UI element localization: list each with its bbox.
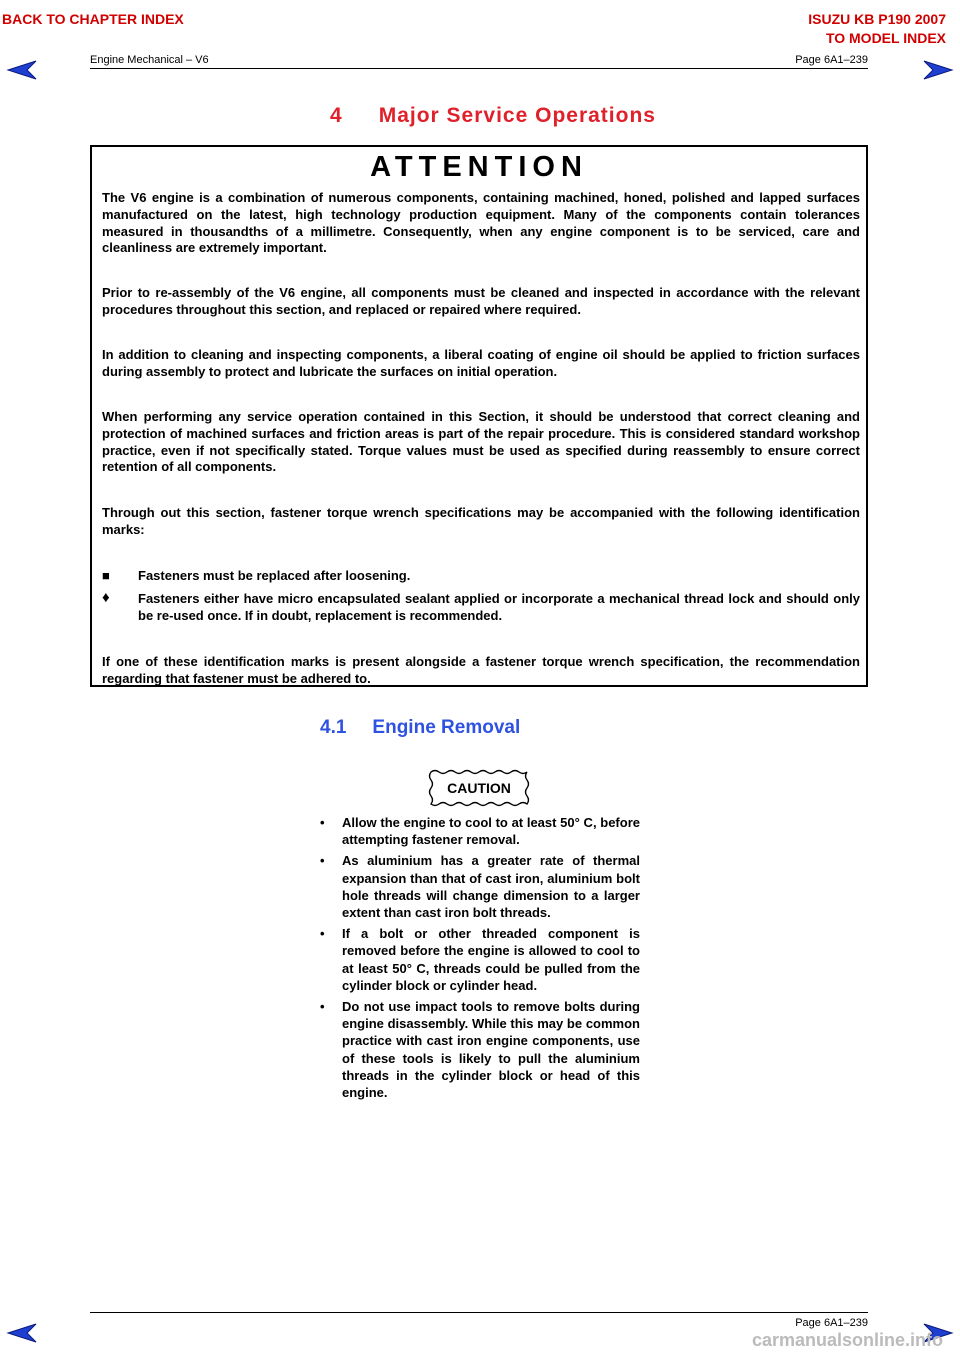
square-bullet-icon: ■ [102, 568, 110, 583]
bullet-icon: • [320, 926, 325, 942]
bullet-icon: • [320, 999, 325, 1015]
caution-item-text: As aluminium has a greater rate of thermal expansion than that of cast iron, aluminium bolt hole threads will change dimension to a larger extent than cast iron bolt threads. [342, 853, 640, 921]
identification-mark-item [102, 568, 860, 585]
section-title-text: Major Service Operations [378, 104, 656, 127]
attention-paragraph-1: The V6 engine is a combination of numerous components, containing machined, honed, polished and lapped surfaces manufactured on the latest, high technology production equipment. Many of the components contain tolerances measured in thousandths of a millimetre. Consequently, when any engine component is to be serviced, care and cleanliness are extremely important. [102, 190, 860, 256]
footer-page-label: Page 6A1–239 [795, 1317, 868, 1329]
attention-paragraph-5: Through out this section, fastener torque wrench specifications may be accompanied with the following identification marks: [102, 505, 860, 537]
caution-item [318, 814, 640, 848]
previous-page-arrow-icon[interactable] [6, 1322, 38, 1344]
subsection-title [320, 717, 520, 739]
caution-item-text: Do not use impact tools to remove bolts during engine disassembly. While this may be common practice with cast iron engine components, use of these tools is likely to pull the aluminium threads in the cylinder block or head of this engine. [342, 999, 640, 1101]
previous-page-arrow-icon[interactable] [6, 59, 38, 81]
identification-mark-text: Fasteners either have micro encapsulated sealant applied or incorporate a mechanical thread lock and should only be re-used once. If in doubt, replacement is recommended. [138, 591, 860, 623]
caution-item-text: Allow the engine to cool to at least 50° C, before attempting fastener removal. [342, 815, 640, 848]
diamond-bullet-icon: ♦ [102, 589, 110, 606]
identification-mark-text: Fasteners must be replaced after loosening. [138, 568, 411, 583]
caution-item [318, 998, 640, 1101]
back-to-chapter-index-link[interactable]: BACK TO CHAPTER INDEX [2, 11, 184, 27]
model-title-link[interactable]: ISUZU KB P190 2007 [808, 11, 946, 27]
bullet-icon: • [320, 815, 325, 830]
caution-item [318, 925, 640, 994]
header-rule [90, 68, 868, 69]
attention-paragraph-4: When performing any service operation contained in this Section, it should be understood that correct cleaning and protection of machined surfaces and friction areas is part of the repair procedure. This is considered standard workshop practice, even if not specifically stated. Torque values must be used as specified during reassembly to ensure correct retention of all components. [102, 409, 860, 475]
attention-closing-paragraph: If one of these identification marks is present alongside a fastener torque wrench specification, the recommendation regarding that fastener must be adhered to. [102, 654, 860, 686]
header-section-name: Engine Mechanical – V6 [90, 54, 209, 66]
caution-item [318, 852, 640, 921]
attention-title: ATTENTION [370, 151, 588, 183]
caution-list [318, 814, 640, 1105]
header-page-label: Page 6A1–239 [795, 54, 868, 66]
identification-mark-item [102, 591, 860, 625]
attention-paragraph-2: Prior to re-assembly of the V6 engine, all components must be cleaned and inspected in accordance with the relevant procedures throughout this section, and replaced or repaired where required. [102, 285, 860, 317]
subsection-title-text: Engine Removal [372, 717, 521, 738]
subsection-number: 4.1 [320, 717, 347, 738]
caution-item-text: If a bolt or other threaded component is removed before the engine is allowed to cool to at least 50° C, threads could be pulled from the cylinder block or cylinder head. [342, 926, 640, 993]
attention-paragraph-3: In addition to cleaning and inspecting components, a liberal coating of engine oil should be applied to friction surfaces during assembly to protect and lubricate the surfaces on initial operation. [102, 347, 860, 379]
footer-watermark: carmanualsonline.info [752, 1330, 944, 1350]
attention-box [90, 145, 868, 687]
caution-label: CAUTION [447, 780, 511, 796]
section-number: 4 [330, 104, 343, 127]
section-title [0, 104, 960, 128]
footer-rule [90, 1312, 868, 1313]
next-page-arrow-icon[interactable] [922, 59, 954, 81]
bullet-icon: • [320, 853, 325, 869]
to-model-index-link[interactable]: TO MODEL INDEX [825, 30, 946, 46]
